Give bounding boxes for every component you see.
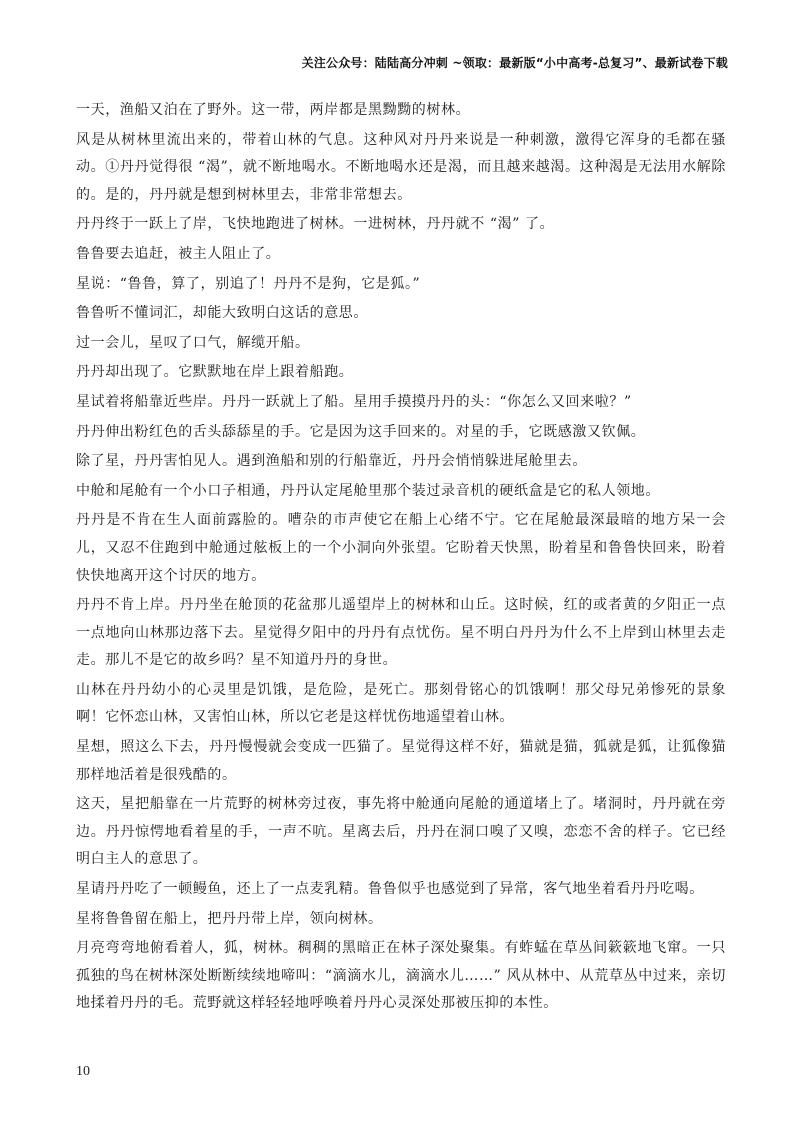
paragraph: 星说：“鲁鲁，算了，别追了！丹丹不是狗，它是狐。” — [76, 275, 421, 292]
header-promo-note: 关注公众号：陆陆高分冲刺 ~领取：最新版“小中高考-总复习”、最新试卷下载 — [301, 56, 728, 70]
paragraph: 星请丹丹吃了一顿鳗鱼，还上了一点麦乳精。鲁鲁似乎也感觉到了异常，客气地坐着看丹丹吃喝。 — [76, 881, 704, 898]
paragraph: 月亮弯弯地俯看着人，狐，树林。稠稠的黑暗正在林子深处聚集。有蚱蜢在草丛间簌簌地飞窜。一只孤独的鸟在树林深处断断续续地啼叫：“滴滴水儿，滴滴水儿……” 风从林中、从荒草丛中过来，亲切地揉着丹丹的毛。荒野就这样轻轻地呼唤着丹丹心灵深处那被压抑的本性。 — [76, 940, 726, 1012]
paragraph: 鲁鲁听不懂词汇，却能大致明白这话的意思。 — [76, 305, 368, 322]
story-body — [76, 97, 726, 1020]
paragraph: 中舱和尾舱有一个小口子相通，丹丹认定尾舱里那个装过录音机的硬纸盒是它的私人领地。 — [76, 482, 660, 499]
paragraph: 山林在丹丹幼小的心灵里是饥饿，是危险，是死亡。那刻骨铭心的饥饿啊！那父母兄弟惨死的景象啊！它怀恋山林，又害怕山林，所以它老是这样忧伤地遥望着山林。 — [76, 681, 726, 726]
paragraph: 星试着将船靠近些岸。丹丹一跃就上了船。星用手摸摸丹丹的头：“你怎么又回来啦？” — [76, 393, 632, 410]
paragraph: 过一会儿，星叹了口气，解缆开船。 — [76, 334, 310, 351]
paragraph: 一天，渔船又泊在了野外。这一带，两岸都是黑黝黝的树林。 — [76, 102, 471, 118]
paragraph: 丹丹不肯上岸。丹丹坐在舱顶的花盆那儿遥望岸上的树林和山丘。这时候，红的或者黄的夕阳正一点一点地向山林那边落下去。星觉得夕阳中的丹丹有点忧伤。星不明白丹丹为什么不上岸到山林里去走走。那儿不是它的故乡吗？星不知道丹丹的身世。 — [76, 597, 726, 669]
paragraph: 这天，星把船靠在一片荒野的树林旁过夜，事先将中舱通向尾舱的通道堵上了。堵洞时，丹丹就在旁边。丹丹惊愕地看着星的手，一声不吭。星离去后，丹丹在洞口嗅了又嗅，恋恋不舍的样子。它已经明白主人的意思了。 — [76, 796, 726, 868]
page-number: 10 — [76, 1064, 90, 1079]
paragraph: 风是从树林里流出来的，带着山林的气息。这种风对丹丹来说是一种刺激，激得它浑身的毛都在骚动。①丹丹觉得很 “渴”，就不断地喝水。不断地喝水还是渴，而且越来越渴。这种渴是无法用水解除的。是的，丹丹就是想到树林里去，非常非常想去。 — [76, 131, 726, 203]
paragraph: 丹丹却出现了。它默默地在岸上跟着船跑。 — [76, 364, 354, 381]
paragraph: 丹丹伸出粉红色的舌头舔舔星的手。它是因为这手回来的。对星的手，它既感激又钦佩。 — [76, 423, 646, 440]
paragraph: 丹丹是不肯在生人面前露脸的。嘈杂的市声使它在船上心绪不宁。它在尾舱最深最暗的地方呆一会儿，又忍不住跑到中舱通过舷板上的一个小洞向外张望。它盼着天快黑，盼着星和鲁鲁快回来，盼着快快地离开这个讨厌的地方。 — [76, 512, 726, 584]
paragraph: 鲁鲁要去追赶，被主人阻止了。 — [76, 245, 281, 262]
paragraph: 丹丹终于一跃上了岸，飞快地跑进了树林。一进树林，丹丹就不 “渴” 了。 — [76, 216, 555, 233]
paragraph: 除了星，丹丹害怕见人。遇到渔船和别的行船靠近，丹丹会悄悄躲进尾舱里去。 — [76, 453, 587, 470]
paragraph: 星想，照这么下去，丹丹慢慢就会变成一匹猫了。星觉得这样不好，猫就是猫，狐就是狐，让狐像猫那样地活着是很残酷的。 — [76, 739, 726, 783]
paragraph: 星将鲁鲁留在船上，把丹丹带上岸，领向树林。 — [76, 910, 383, 927]
